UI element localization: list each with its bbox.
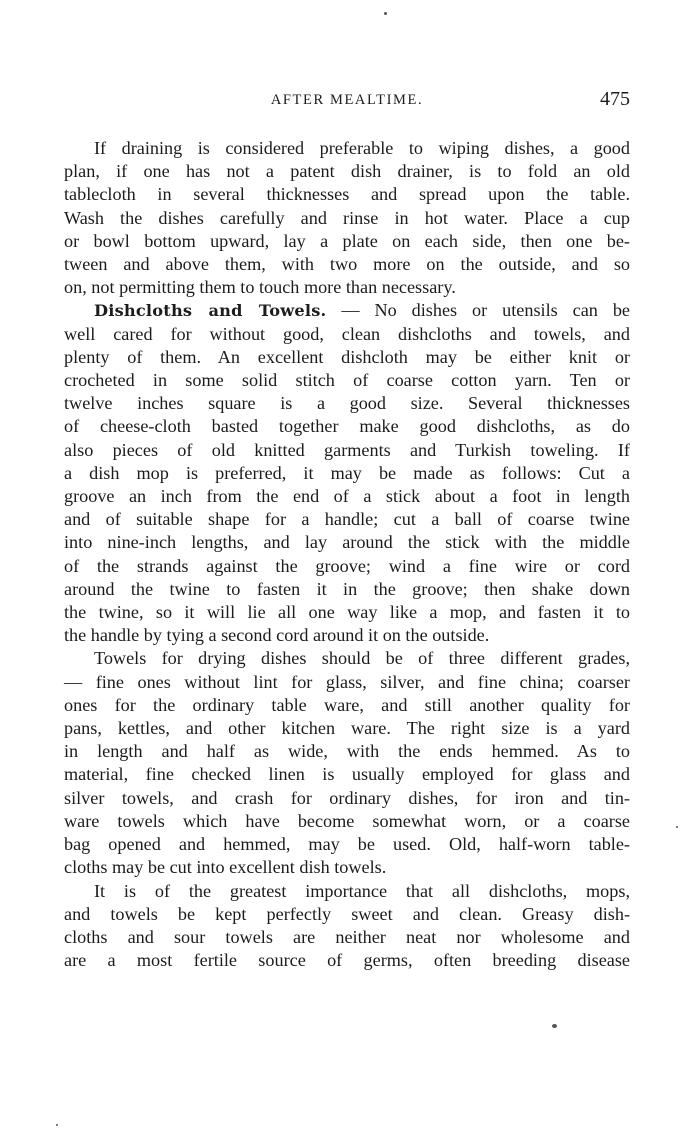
text-line: are a most fertile source of germs, often breeding disease xyxy=(64,950,630,971)
text-line: or bowl bottom upward, lay a plate on each side, then one be- xyxy=(64,230,630,251)
paragraph-towels xyxy=(64,647,630,879)
text-line: cloths and sour towels are neither neat nor wholesome and xyxy=(64,926,630,947)
section-sidehead: Dishcloths and Towels. xyxy=(94,301,327,321)
paragraph-cleanliness xyxy=(64,880,630,973)
text-line: twelve inches square is a good size. Several thicknesses xyxy=(64,393,630,414)
text-line: pans, kettles, and other kitchen ware. The right size is a yard xyxy=(64,718,630,739)
text-line: well cared for without good, clean dishcloths and towels, and xyxy=(64,323,630,344)
text-line: ware towels which have become somewhat worn, or a coarse xyxy=(64,810,630,831)
running-head: AFTER MEALTIME. xyxy=(270,92,424,108)
paragraph-dishcloths xyxy=(64,299,630,647)
ink-speck xyxy=(552,1024,557,1028)
text-line xyxy=(64,299,630,322)
text-line: bag opened and hemmed, may be used. Old, half-worn table- xyxy=(64,834,630,855)
text-line: It is of the greatest importance that all dishcloths, mops, xyxy=(94,880,630,901)
text-line: around the twine to fasten it in the groove; then shake down xyxy=(64,578,630,599)
text-line: on, not permitting them to touch more than necessary. xyxy=(64,277,456,298)
text-line: crocheted in some solid stitch of coarse cotton yarn. Ten or xyxy=(64,370,630,391)
text-line: into nine-inch lengths, and lay around the stick with the middle xyxy=(64,532,630,553)
text-line: If draining is considered preferable to wiping dishes, a good xyxy=(94,138,630,158)
text-line: and towels be kept perfectly sweet and clean. Greasy dish- xyxy=(64,903,630,924)
text-line: cloths may be cut into excellent dish towels. xyxy=(64,857,387,878)
body-text xyxy=(64,137,630,972)
text-line: tablecloth in several thicknesses and spread upon the table. xyxy=(64,184,630,205)
page-header xyxy=(64,88,630,118)
ink-speck xyxy=(676,826,678,828)
text-line: a dish mop is preferred, it may be made as follows: Cut a xyxy=(64,462,630,483)
text-line: tween and above them, with two more on the outside, and so xyxy=(64,254,630,275)
text-line: Towels for drying dishes should be of three different grades, xyxy=(94,648,630,669)
text-line: of cheese-cloth basted together make good dishcloths, as do xyxy=(64,416,630,437)
sidehead-line-rest: — No dishes or utensils can be xyxy=(326,300,630,321)
text-line: plan, if one has not a patent dish drainer, is to fold an old xyxy=(64,161,630,182)
text-line: and of suitable shape for a handle; cut a ball of coarse twine xyxy=(64,509,630,530)
text-line: the twine, so it will lie all one way like a mop, and fasten it to xyxy=(64,602,630,623)
text-line: of the strands against the groove; wind a fine wire or cord xyxy=(64,555,630,576)
text-line: groove an inch from the end of a stick about a foot in length xyxy=(64,486,630,507)
text-line: plenty of them. An excellent dishcloth may be either knit or xyxy=(64,346,630,367)
text-line: — fine ones without lint for glass, silver, and fine china; coarser xyxy=(64,671,630,692)
text-line: also pieces of old knitted garments and Turkish toweling. If xyxy=(64,439,630,460)
text-line: Wash the dishes carefully and rinse in hot water. Place a cup xyxy=(64,207,630,228)
text-line: ones for the ordinary table ware, and still another quality for xyxy=(64,694,630,715)
text-line: in length and half as wide, with the ends hemmed. As to xyxy=(64,741,630,762)
text-line: material, fine checked linen is usually employed for glass and xyxy=(64,764,630,785)
paragraph-draining xyxy=(64,137,630,299)
text-line: silver towels, and crash for ordinary dishes, for iron and tin- xyxy=(64,787,630,808)
ink-speck xyxy=(56,1124,58,1126)
page-number: 475 xyxy=(600,88,630,110)
text-line: the handle by tying a second cord around it on the outside. xyxy=(64,625,490,646)
ink-speck xyxy=(384,12,387,15)
